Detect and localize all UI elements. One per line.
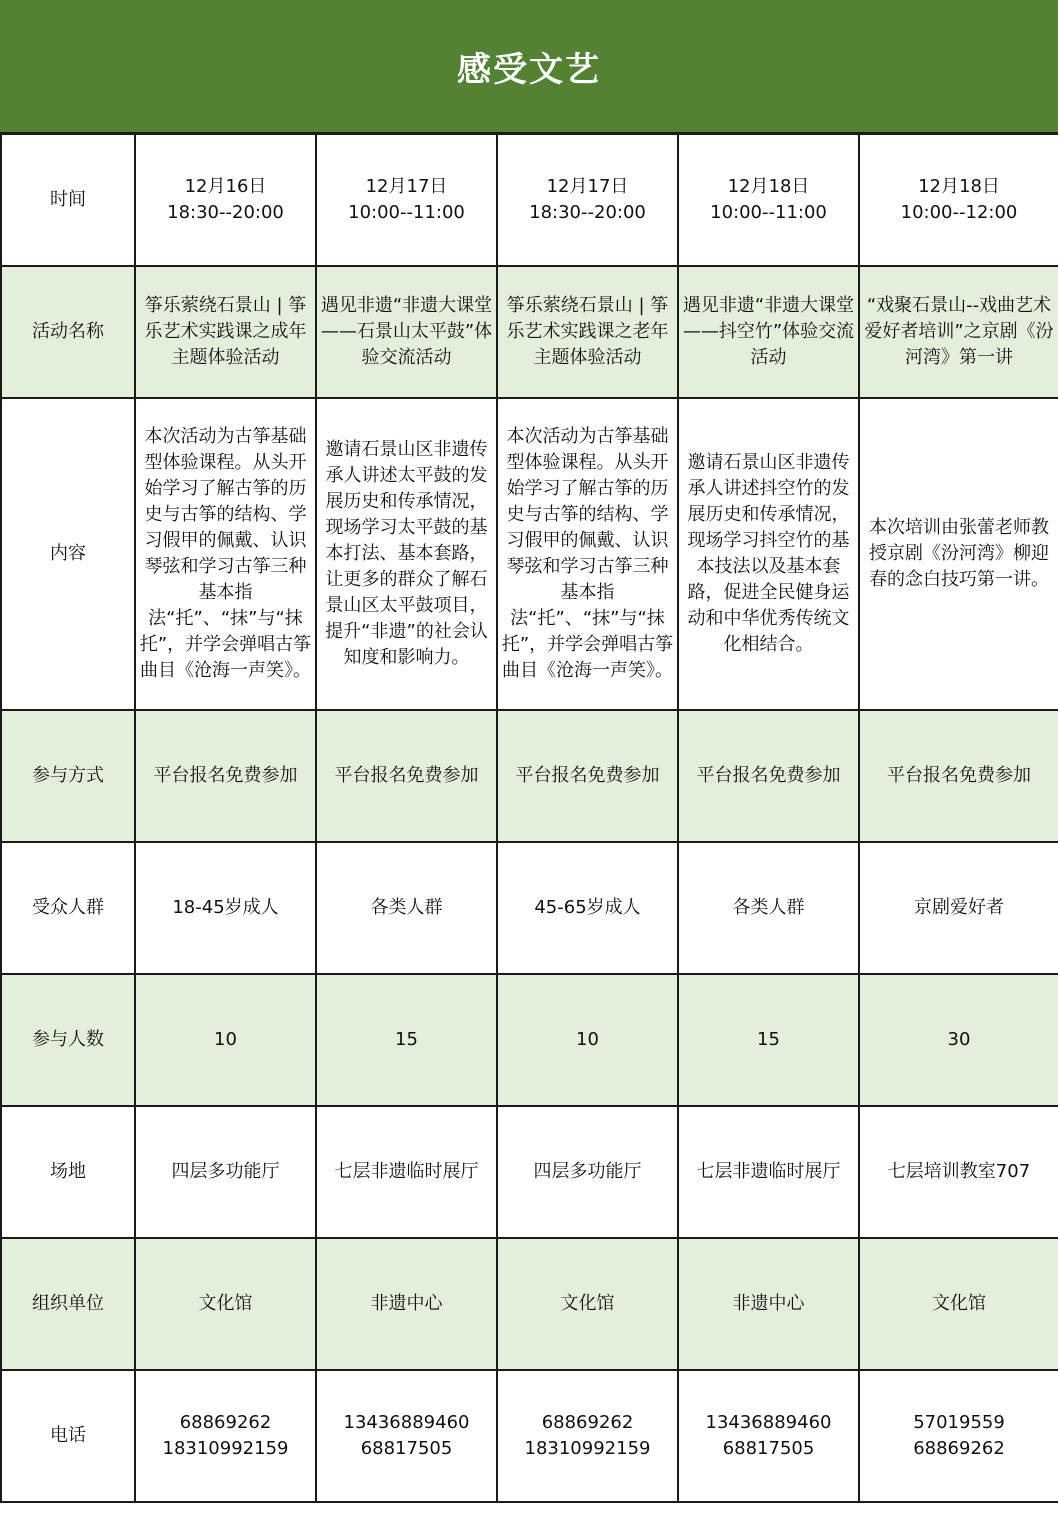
venue-cell: 七层非遗临时展厅 bbox=[678, 1106, 859, 1238]
row-label-method: 参与方式 bbox=[1, 710, 135, 842]
content-cell: 本次活动为古筝基础型体验课程。从头开始学习了解古筝的历史与古筝的结构、学习假甲的佩戴、认识琴弦和学习古筝三种基本指法“托”、“抹”与“抹托”，并学会弹唱古筝曲目《沧海一声笑》。 bbox=[135, 398, 316, 710]
row-label-organizer: 组织单位 bbox=[1, 1238, 135, 1370]
phone-cell: 13436889460 68817505 bbox=[678, 1370, 859, 1502]
time-cell: 12月17日 10:00--11:00 bbox=[316, 134, 497, 266]
sheet-title: 感受文艺 bbox=[0, 0, 1058, 134]
phone-cell: 68869262 18310992159 bbox=[135, 1370, 316, 1502]
row-activity-name bbox=[1, 266, 1058, 398]
audience-cell: 45-65岁成人 bbox=[497, 842, 678, 974]
method-cell: 平台报名免费参加 bbox=[316, 710, 497, 842]
audience-cell: 18-45岁成人 bbox=[135, 842, 316, 974]
activity-name-cell: 遇见非遗“非遗大课堂——抖空竹”体验交流活动 bbox=[678, 266, 859, 398]
content-cell: 本次活动为古筝基础型体验课程。从头开始学习了解古筝的历史与古筝的结构、学习假甲的佩戴、认识琴弦和学习古筝三种基本指法“托”、“抹”与“抹托”，并学会弹唱古筝曲目《沧海一声笑》。 bbox=[497, 398, 678, 710]
row-label-venue: 场地 bbox=[1, 1106, 135, 1238]
phone-cell: 68869262 18310992159 bbox=[497, 1370, 678, 1502]
row-audience bbox=[1, 842, 1058, 974]
activity-name-cell: 筝乐萦绕石景山 | 筝乐艺术实践课之老年主题体验活动 bbox=[497, 266, 678, 398]
content-cell: 邀请石景山区非遗传承人讲述太平鼓的发展历史和传承情况，现场学习太平鼓的基本打法、基本套路，让更多的群众了解石景山区太平鼓项目，提升“非遗”的社会认知度和影响力。 bbox=[316, 398, 497, 710]
count-cell: 30 bbox=[859, 974, 1058, 1106]
count-cell: 15 bbox=[678, 974, 859, 1106]
row-label-phone: 电话 bbox=[1, 1370, 135, 1502]
method-cell: 平台报名免费参加 bbox=[678, 710, 859, 842]
venue-cell: 四层多功能厅 bbox=[135, 1106, 316, 1238]
time-cell: 12月16日 18:30--20:00 bbox=[135, 134, 316, 266]
row-time bbox=[1, 134, 1058, 266]
organizer-cell: 文化馆 bbox=[135, 1238, 316, 1370]
audience-cell: 各类人群 bbox=[316, 842, 497, 974]
row-label-name: 活动名称 bbox=[1, 266, 135, 398]
row-label-count: 参与人数 bbox=[1, 974, 135, 1106]
audience-cell: 京剧爱好者 bbox=[859, 842, 1058, 974]
count-cell: 10 bbox=[497, 974, 678, 1106]
content-cell: 本次培训由张蕾老师教授京剧《汾河湾》柳迎春的念白技巧第一讲。 bbox=[859, 398, 1058, 710]
organizer-cell: 非遗中心 bbox=[316, 1238, 497, 1370]
count-cell: 10 bbox=[135, 974, 316, 1106]
method-cell: 平台报名免费参加 bbox=[859, 710, 1058, 842]
time-cell: 12月18日 10:00--12:00 bbox=[859, 134, 1058, 266]
time-cell: 12月18日 10:00--11:00 bbox=[678, 134, 859, 266]
method-cell: 平台报名免费参加 bbox=[135, 710, 316, 842]
method-cell: 平台报名免费参加 bbox=[497, 710, 678, 842]
row-organizer bbox=[1, 1238, 1058, 1370]
organizer-cell: 文化馆 bbox=[859, 1238, 1058, 1370]
activity-name-cell: 遇见非遗“非遗大课堂——石景山太平鼓”体验交流活动 bbox=[316, 266, 497, 398]
row-venue bbox=[1, 1106, 1058, 1238]
activity-name-cell: 筝乐萦绕石景山 | 筝乐艺术实践课之成年主题体验活动 bbox=[135, 266, 316, 398]
row-label-time: 时间 bbox=[1, 134, 135, 266]
venue-cell: 七层非遗临时展厅 bbox=[316, 1106, 497, 1238]
row-content bbox=[1, 398, 1058, 710]
phone-cell: 13436889460 68817505 bbox=[316, 1370, 497, 1502]
audience-cell: 各类人群 bbox=[678, 842, 859, 974]
row-count bbox=[1, 974, 1058, 1106]
organizer-cell: 文化馆 bbox=[497, 1238, 678, 1370]
activity-name-cell: “戏聚石景山--戏曲艺术爱好者培训”之京剧《汾河湾》第一讲 bbox=[859, 266, 1058, 398]
phone-cell: 57019559 68869262 bbox=[859, 1370, 1058, 1502]
time-cell: 12月17日 18:30--20:00 bbox=[497, 134, 678, 266]
organizer-cell: 非遗中心 bbox=[678, 1238, 859, 1370]
venue-cell: 四层多功能厅 bbox=[497, 1106, 678, 1238]
count-cell: 15 bbox=[316, 974, 497, 1106]
row-method bbox=[1, 710, 1058, 842]
row-phone bbox=[1, 1370, 1058, 1502]
content-cell: 邀请石景山区非遗传承人讲述抖空竹的发展历史和传承情况，现场学习抖空竹的基本技法以及基本套路，促进全民健身运动和中华优秀传统文化相结合。 bbox=[678, 398, 859, 710]
activity-table bbox=[0, 133, 1058, 1503]
venue-cell: 七层培训教室707 bbox=[859, 1106, 1058, 1238]
row-label-audience: 受众人群 bbox=[1, 842, 135, 974]
row-label-content: 内容 bbox=[1, 398, 135, 710]
